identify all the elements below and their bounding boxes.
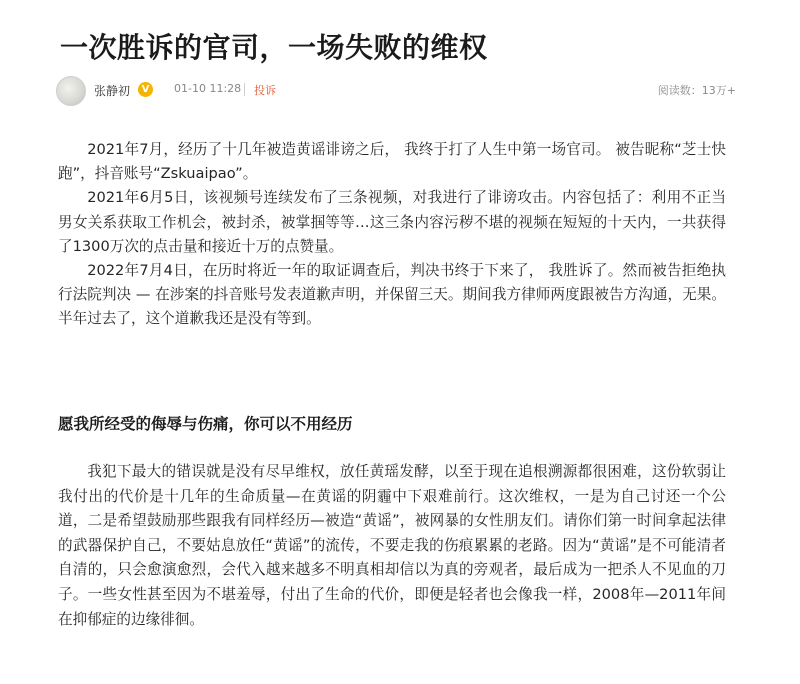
v-badge-icon: V — [138, 82, 153, 97]
author-name[interactable]: 张静初 — [94, 84, 131, 98]
paragraph: 2021年6月5日，该视频号连续发布了三条视频，对我进行了诽谤攻击。内容包括了：利用不正当男女关系获取工作机会，被封杀，被掌掴等等…这三条内容污秽不堪的视频在短短的十天内，一共获得了1300万次的点击量和接近十万的点赞量。 — [58, 189, 726, 255]
paragraph: 2022年7月4日，在历时将近一年的取证调查后，判决书终于下来了， 我胜诉了。然而被告拒绝执行法院判决 — 在涉案的抖音账号发表道歉声明，并保留三天。期间我方律师两度跟被告方沟通，无果。半年过去了，这个道歉我还是没有等到。 — [58, 262, 726, 328]
paragraph: 2021年7月，经历了十几年被造黄谣诽谤之后， 我终于打了人生中第一场官司。 被告昵称“芝士快跑”，抖音账号“Zskuaipao”。 — [58, 141, 726, 183]
article-body — [58, 138, 726, 332]
meta-divider — [244, 83, 245, 96]
article-title: 一次胜诉的官司，一场失败的维权 — [60, 31, 488, 64]
avatar[interactable] — [56, 76, 86, 106]
section-heading: 愿我所经受的侮辱与伤痛，你可以不用经历 — [58, 415, 353, 433]
article-meta — [56, 76, 736, 106]
publish-time: 01-10 11:28 — [174, 82, 242, 95]
read-count: 阅读数：13万+ — [657, 84, 736, 97]
complaint-link[interactable]: 投诉 — [254, 84, 276, 97]
section-body — [58, 460, 726, 632]
paragraph: 我犯下最大的错误就是没有尽早维权，放任黄瑶发酵，以至于现在追根溯源都很困难，这份软弱让我付出的代价是十几年的生命质量—在黄谣的阴霾中下艰难前行。这次维权，一是为自己讨还一个公道，二是希望鼓励那些跟我有同样经历—被造“黄谣”，被网暴的女性朋友们。请你们第一时间拿起法律的武器保护自己，不要姑息放任“黄谣”的流传，不要走我的伤痕累累的老路。因为“黄谣”是不可能清者自清的，只会愈演愈烈，会代入越来越多不明真相却信以为真的旁观者，最后成为一把杀人不见血的刀子。一些女性甚至因为不堪羞辱，付出了生命的代价，即便是轻者也会像我一样，2008年—2011年间在抑郁症的边缘徘徊。 — [58, 463, 726, 628]
